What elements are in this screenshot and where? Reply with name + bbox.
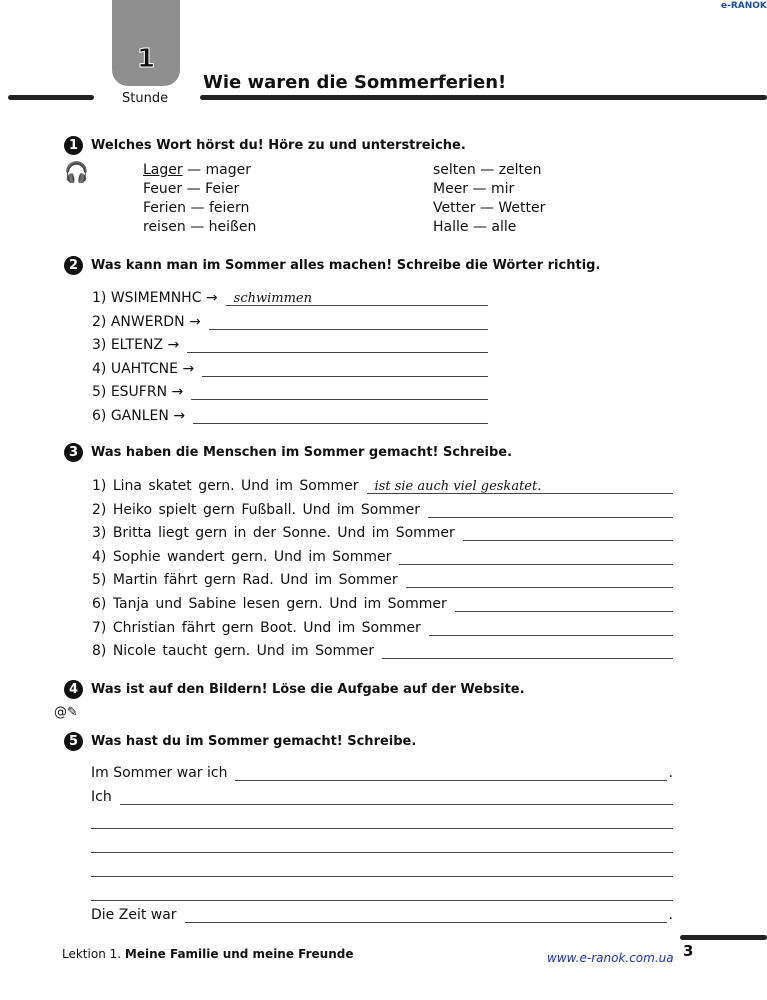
scrambled-word: ESUFRN <box>110 384 168 400</box>
word-a[interactable]: Feuer <box>143 181 183 197</box>
exercise-instruction: Was kann man im Sommer alles machen! Schreibe die Wörter richtig. <box>91 258 601 273</box>
scrambled-word: GANLEN <box>110 407 169 424</box>
dash: — <box>190 200 205 216</box>
item-number: 3) <box>92 337 107 353</box>
prompt: Im Sommer war ich <box>91 765 228 781</box>
sentence: 2) Heiko spielt gern Fußball. Und im Sommer <box>92 501 420 518</box>
exercise-number: 2 <box>64 256 83 275</box>
arrow-icon: → <box>167 337 180 353</box>
word-pair <box>143 199 256 218</box>
sentence: 8) Nicole taucht gern. Und im Sommer <box>92 643 375 660</box>
exercise-5-lines <box>91 762 673 923</box>
list-item <box>92 499 673 518</box>
prompt: Die Zeit war <box>91 907 177 923</box>
prompt: Ich <box>91 789 112 805</box>
lektion-label: Lektion 1. <box>62 947 122 961</box>
word-pairs-right <box>433 161 545 237</box>
exercise-5-header <box>64 732 416 751</box>
website-icon: @✎ <box>54 705 78 720</box>
arrow-icon: → <box>173 407 186 424</box>
website-link[interactable]: www.e-ranok.com.ua <box>547 951 674 965</box>
item-number: 5) <box>92 384 107 400</box>
lesson-number: 1 <box>136 44 156 74</box>
word-b[interactable]: heißen <box>208 219 257 235</box>
exercise-number: 1 <box>64 136 83 155</box>
scrambled-word: UAHTCNE <box>110 360 179 377</box>
sentence: 4) Sophie wandert gern. Und im Sommer <box>92 548 392 565</box>
period: . <box>668 907 673 923</box>
period: . <box>668 765 673 781</box>
list-item <box>92 405 488 424</box>
word-pair <box>143 161 256 180</box>
exercise-instruction: Was hast du im Sommer gemacht! Schreibe. <box>91 734 417 749</box>
list-item <box>92 358 488 377</box>
arrow-icon: → <box>189 313 201 330</box>
divider-left <box>8 95 94 100</box>
exercise-instruction: Welches Wort hörst du! Höre zu und unterstreiche. <box>91 138 466 153</box>
answer-line[interactable] <box>399 551 673 565</box>
dash: — <box>190 219 205 235</box>
item-number: 1) <box>92 290 107 306</box>
word-pair <box>143 218 256 237</box>
arrow-icon: → <box>182 360 195 377</box>
logo: e-RANOK <box>721 1 767 11</box>
exercise-1-header <box>64 136 466 155</box>
list-item <box>92 522 673 541</box>
scrambled-word: ANWERDN <box>110 313 185 330</box>
exercise-3-list <box>92 475 673 664</box>
list-item <box>92 569 673 588</box>
word-a[interactable]: Vetter <box>433 200 476 216</box>
word-pair <box>433 199 545 218</box>
footer-lesson <box>62 947 353 961</box>
dash: — <box>480 162 495 178</box>
word-a[interactable]: selten <box>433 162 476 178</box>
exercise-number: 5 <box>64 732 83 751</box>
answer-line[interactable] <box>429 622 673 636</box>
word-a[interactable]: Halle <box>433 219 469 235</box>
answer-line[interactable] <box>235 767 666 781</box>
divider-right <box>200 95 767 100</box>
exercise-2-list <box>92 287 488 428</box>
answer-line[interactable] <box>187 339 488 353</box>
lektion-title: Meine Familie und meine Freunde <box>124 947 354 961</box>
dash: — <box>479 200 494 216</box>
sentence: 5) Martin fährt gern Rad. Und im Sommer <box>92 572 398 589</box>
sentence: 7) Christian fährt gern Boot. Und im Sommer <box>92 619 421 636</box>
sentence: 6) Tanja und Sabine lesen gern. Und im Sommer <box>92 595 447 612</box>
sentence: 3) Britta liegt gern in der Sonne. Und im Sommer <box>92 525 455 542</box>
item-number: 4) <box>92 360 107 377</box>
sentence: 1) Lina skatet gern. Und im Sommer <box>92 478 359 494</box>
answer-line[interactable]: schwimmen <box>226 292 488 306</box>
answer-line[interactable] <box>202 363 488 377</box>
list-item <box>92 334 488 353</box>
answer-line[interactable] <box>91 815 673 829</box>
exercise-3-header <box>64 443 512 462</box>
scrambled-word: ELTENZ <box>110 337 164 353</box>
word-pair <box>433 218 545 237</box>
word-b[interactable]: alle <box>491 219 517 235</box>
answer-line[interactable] <box>91 887 673 901</box>
item-number: 2) <box>92 313 107 330</box>
word-b[interactable]: zelten <box>498 162 542 178</box>
exercise-instruction: Was ist auf den Bildern! Löse die Aufgabe auf der Website. <box>91 682 525 697</box>
footer-bar <box>680 935 767 940</box>
word-pair <box>433 161 545 180</box>
lesson-label: Stunde <box>122 91 169 106</box>
exercise-4-header <box>64 680 525 699</box>
answer-line[interactable] <box>91 863 673 877</box>
list-item <box>92 546 673 565</box>
dash: — <box>186 181 201 197</box>
list-item <box>92 593 673 612</box>
answer-line[interactable] <box>191 386 488 400</box>
word-a[interactable]: Ferien <box>143 200 187 216</box>
exercise-instruction: Was haben die Menschen im Sommer gemacht! Schreibe. <box>91 445 513 460</box>
exercise-number: 3 <box>64 443 83 462</box>
list-item <box>92 287 488 306</box>
item-number: 6) <box>92 407 107 424</box>
answer-line[interactable] <box>428 504 673 518</box>
word-b[interactable]: mager <box>205 162 252 178</box>
list-item <box>92 617 673 636</box>
word-b[interactable]: feiern <box>208 200 250 216</box>
answer-line[interactable] <box>209 316 488 330</box>
word-b[interactable]: Feier <box>205 181 240 197</box>
answer-line[interactable] <box>185 909 667 923</box>
page-title: Wie waren die Sommerferien! <box>203 72 507 93</box>
dash: — <box>472 181 487 197</box>
word-b[interactable]: Wetter <box>498 200 546 216</box>
arrow-icon: → <box>171 384 184 400</box>
answer-line[interactable]: ist sie auch viel geskatet. <box>367 480 673 494</box>
word-pairs-left <box>143 161 256 237</box>
page-number: 3 <box>683 942 694 960</box>
word-b[interactable]: mir <box>490 181 515 197</box>
dash: — <box>472 219 487 235</box>
list-item <box>92 475 673 494</box>
list-item <box>92 640 673 659</box>
answer-line[interactable] <box>91 839 673 853</box>
list-item <box>92 311 488 330</box>
word-a[interactable]: reisen <box>143 219 186 235</box>
word-a[interactable]: Lager <box>143 162 183 178</box>
word-pair <box>433 180 545 199</box>
word-pair <box>143 180 256 199</box>
exercise-2-header <box>64 256 600 275</box>
scrambled-word: WSIMEMNHC <box>110 290 202 306</box>
word-a[interactable]: Meer <box>433 181 469 197</box>
dash: — <box>187 162 202 178</box>
answer-line[interactable] <box>193 410 488 424</box>
arrow-icon: → <box>205 290 218 306</box>
list-item <box>92 381 488 400</box>
answer-line[interactable] <box>455 598 673 612</box>
answer-line[interactable] <box>120 791 673 805</box>
headphones-icon: 🎧 <box>64 160 89 184</box>
answer-line[interactable] <box>406 574 673 588</box>
answer-line[interactable] <box>463 527 673 541</box>
answer-line[interactable] <box>382 645 673 659</box>
exercise-number: 4 <box>64 680 83 699</box>
